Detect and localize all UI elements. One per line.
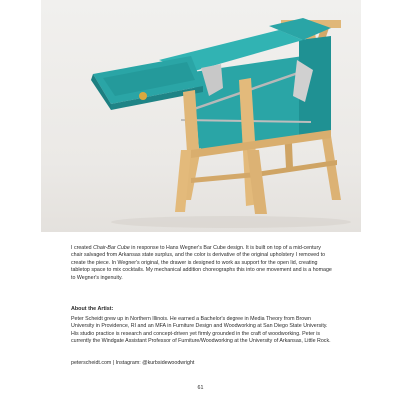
caption-intro: I created: [71, 245, 94, 251]
instagram-link[interactable]: Instagram: @kurbsidewoodwright: [115, 360, 195, 366]
about-artist-heading: About the Artist:: [71, 306, 114, 312]
caption-body: in response to Hans Wegner's Bar Cube design. It is built on top of a mid-century chair salvaged from Arkansas state surplus, and the color is derivative of the original upholstery I removed to create the piece. In Wegner's original, the drawer is designed to work as support for the open lid, creating tabletop space to mix cocktails. My mechanical addition choreographs this into one movement and is a homage to Wegner's ingenuity.: [71, 245, 332, 281]
chair-bar-cube-illustration: [41, 0, 361, 232]
page-number: 61: [197, 385, 204, 391]
artwork-description: [71, 245, 333, 282]
artwork-title: Chair-Bar Cube: [93, 245, 130, 251]
artist-links: [71, 360, 194, 366]
link-separator: |: [112, 360, 115, 366]
website-link[interactable]: peterscheidt.com: [71, 360, 112, 366]
about-artist-text: Peter Scheidt grew up in Northern Illinois. He earned a Bachelor's degree in Media Theory from Brown University in Providence, RI and an MFA in Furniture Design and Woodworking at San Diego State University. His studio practice is research and concept-driven yet firmly grounded in the craft of woodworking. Peter is currently the Windgate Assistant Professor of Furniture/Woodworking at the University of Arkansas, Little Rock.: [71, 316, 331, 345]
artwork-photo: [41, 0, 361, 232]
